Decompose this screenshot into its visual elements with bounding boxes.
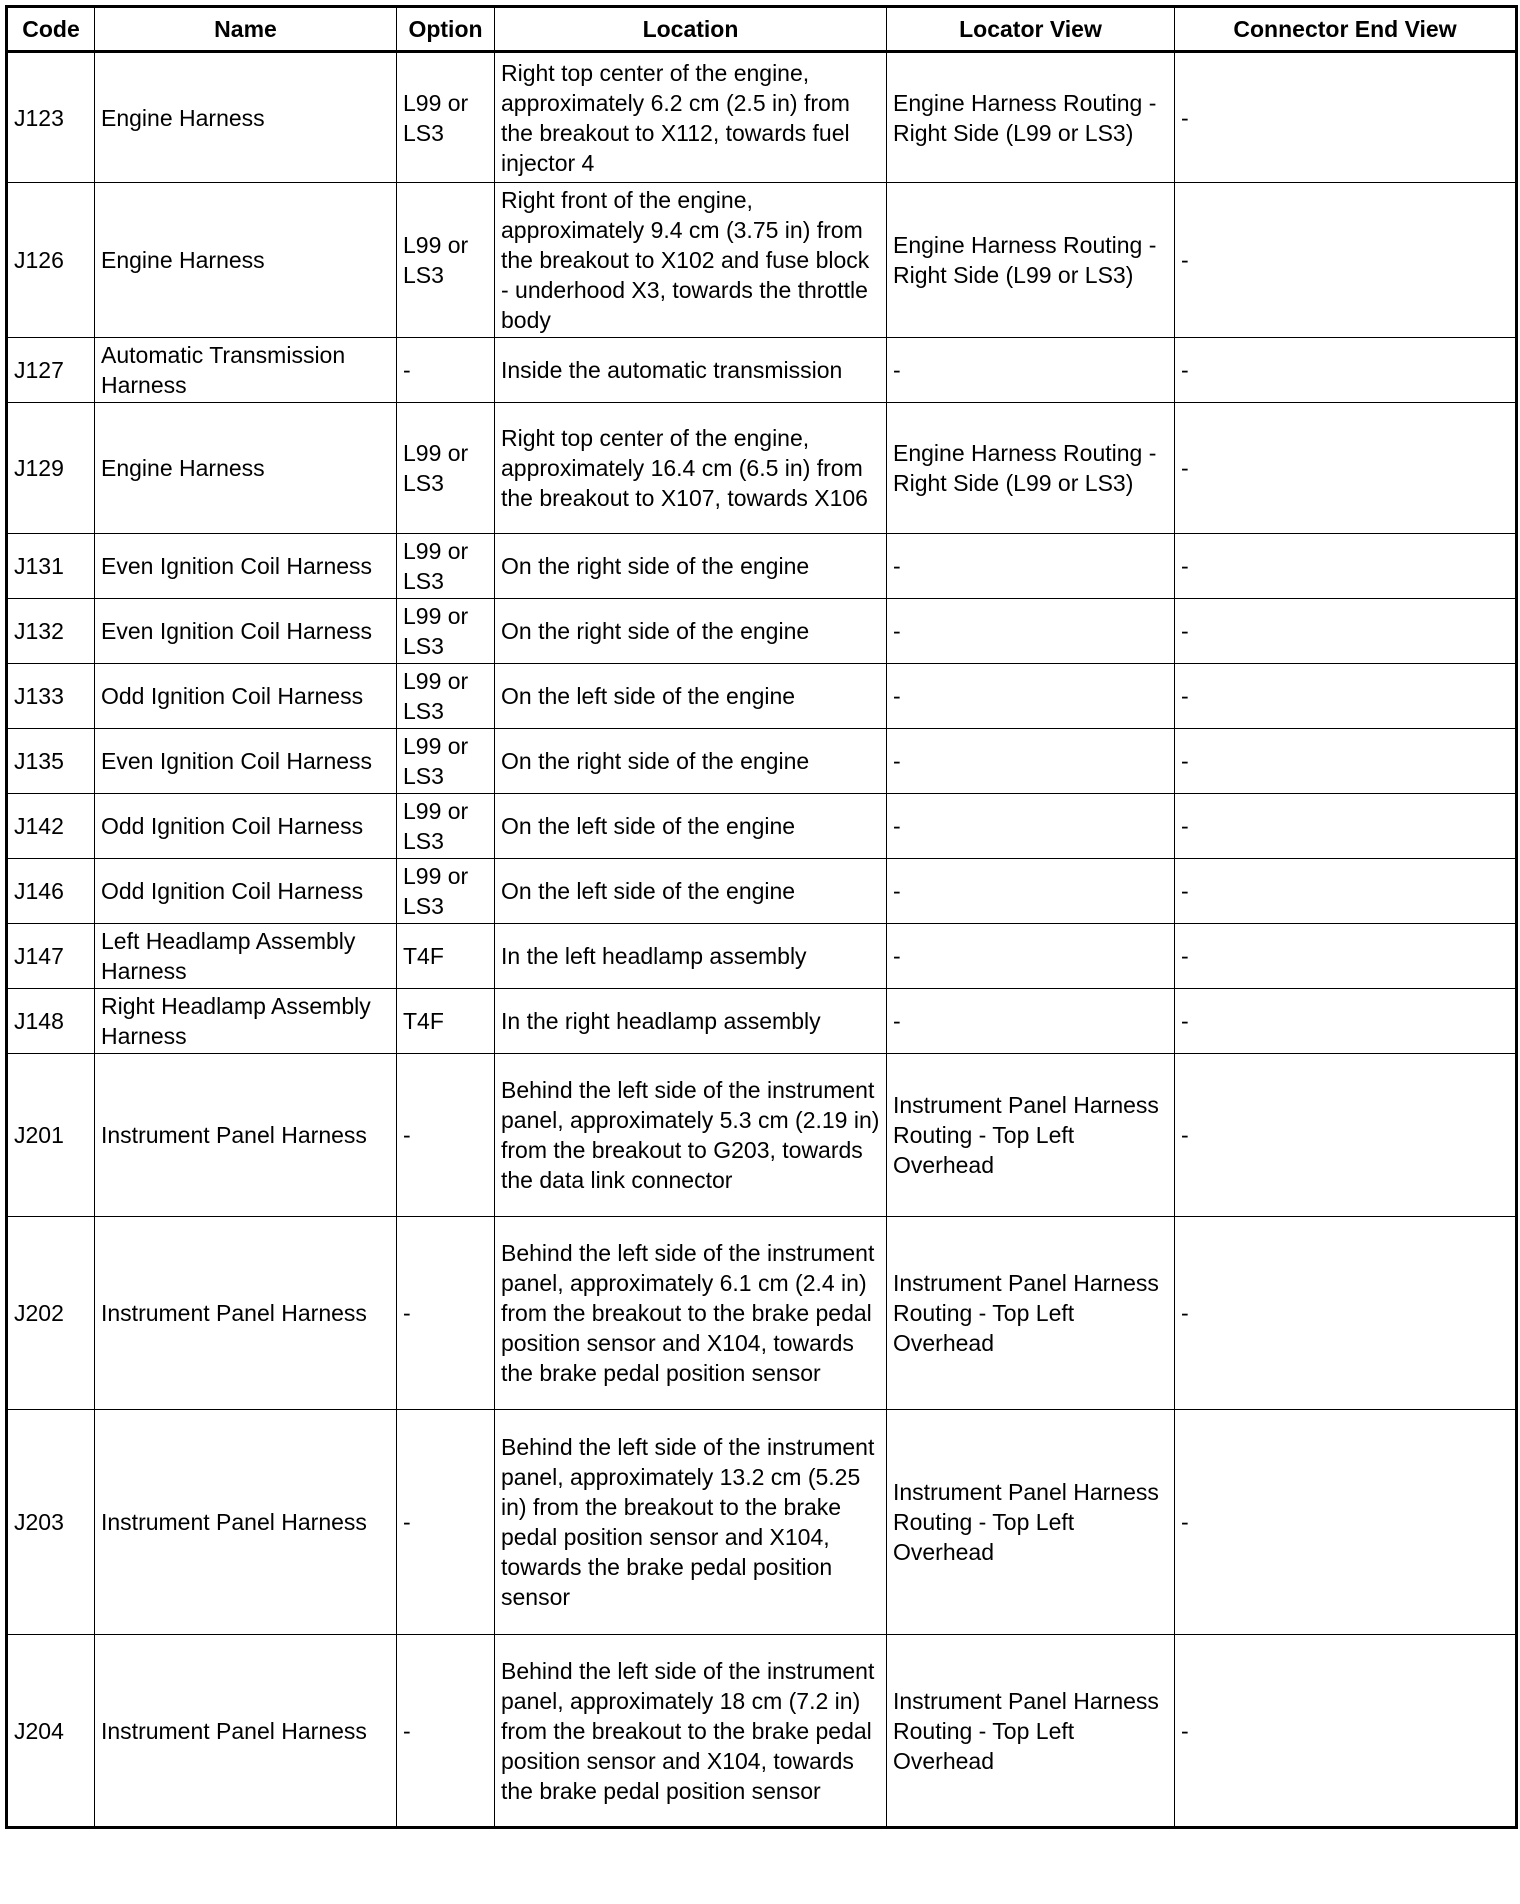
header-code: Code: [7, 7, 95, 52]
cell-name: Odd Ignition Coil Harness: [95, 664, 397, 729]
cell-location: On the right side of the engine: [495, 729, 887, 794]
cell-locator-view: -: [887, 664, 1175, 729]
cell-option: -: [397, 338, 495, 403]
cell-option: L99 or LS3: [397, 729, 495, 794]
header-row: [7, 7, 1517, 52]
cell-locator-view: -: [887, 534, 1175, 599]
cell-connector-end-view: -: [1175, 338, 1517, 403]
cell-code: J203: [7, 1410, 95, 1635]
cell-locator-view: Engine Harness Routing - Right Side (L99 or LS3): [887, 183, 1175, 338]
cell-connector-end-view: -: [1175, 1054, 1517, 1217]
table-row: [7, 599, 1517, 664]
cell-location: On the left side of the engine: [495, 859, 887, 924]
cell-connector-end-view: -: [1175, 794, 1517, 859]
cell-connector-end-view: -: [1175, 1635, 1517, 1828]
cell-code: J123: [7, 52, 95, 183]
cell-option: L99 or LS3: [397, 403, 495, 534]
table-row: [7, 794, 1517, 859]
cell-option: L99 or LS3: [397, 534, 495, 599]
cell-location: Behind the left side of the instrument panel, approximately 13.2 cm (5.25 in) from the breakout to the brake pedal position sensor and X104, towards the brake pedal position sensor: [495, 1410, 887, 1635]
cell-location: On the left side of the engine: [495, 794, 887, 859]
connector-table: [5, 5, 1518, 1829]
cell-name: Even Ignition Coil Harness: [95, 599, 397, 664]
cell-code: J135: [7, 729, 95, 794]
cell-locator-view: -: [887, 599, 1175, 664]
cell-connector-end-view: -: [1175, 403, 1517, 534]
cell-option: -: [397, 1217, 495, 1410]
cell-name: Instrument Panel Harness: [95, 1054, 397, 1217]
table-row: [7, 989, 1517, 1054]
cell-location: Behind the left side of the instrument panel, approximately 18 cm (7.2 in) from the breakout to the brake pedal position sensor and X104, towards the brake pedal position sensor: [495, 1635, 887, 1828]
cell-locator-view: -: [887, 989, 1175, 1054]
cell-location: Right top center of the engine, approximately 6.2 cm (2.5 in) from the breakout to X112, towards fuel injector 4: [495, 52, 887, 183]
cell-option: L99 or LS3: [397, 794, 495, 859]
cell-name: Even Ignition Coil Harness: [95, 534, 397, 599]
cell-locator-view: Instrument Panel Harness Routing - Top Left Overhead: [887, 1217, 1175, 1410]
cell-locator-view: Engine Harness Routing - Right Side (L99 or LS3): [887, 52, 1175, 183]
cell-option: L99 or LS3: [397, 52, 495, 183]
cell-option: -: [397, 1410, 495, 1635]
cell-code: J146: [7, 859, 95, 924]
table-row: [7, 1635, 1517, 1828]
cell-name: Engine Harness: [95, 183, 397, 338]
table-body: [7, 52, 1517, 1828]
cell-option: L99 or LS3: [397, 183, 495, 338]
cell-location: On the right side of the engine: [495, 599, 887, 664]
cell-connector-end-view: -: [1175, 1410, 1517, 1635]
cell-locator-view: Instrument Panel Harness Routing - Top Left Overhead: [887, 1054, 1175, 1217]
cell-code: J148: [7, 989, 95, 1054]
header-locator-view: Locator View: [887, 7, 1175, 52]
table-row: [7, 338, 1517, 403]
cell-code: J201: [7, 1054, 95, 1217]
cell-location: In the right headlamp assembly: [495, 989, 887, 1054]
cell-option: T4F: [397, 989, 495, 1054]
cell-locator-view: Instrument Panel Harness Routing - Top Left Overhead: [887, 1635, 1175, 1828]
cell-location: Right front of the engine, approximately 9.4 cm (3.75 in) from the breakout to X102 and fuse block - underhood X3, towards the throttle body: [495, 183, 887, 338]
cell-code: J131: [7, 534, 95, 599]
cell-code: J133: [7, 664, 95, 729]
cell-connector-end-view: -: [1175, 1217, 1517, 1410]
cell-connector-end-view: -: [1175, 989, 1517, 1054]
cell-locator-view: Instrument Panel Harness Routing - Top Left Overhead: [887, 1410, 1175, 1635]
table-row: [7, 1054, 1517, 1217]
cell-option: L99 or LS3: [397, 664, 495, 729]
cell-locator-view: -: [887, 729, 1175, 794]
table-row: [7, 52, 1517, 183]
table-row: [7, 403, 1517, 534]
cell-connector-end-view: -: [1175, 924, 1517, 989]
cell-location: On the right side of the engine: [495, 534, 887, 599]
cell-name: Odd Ignition Coil Harness: [95, 794, 397, 859]
cell-connector-end-view: -: [1175, 859, 1517, 924]
cell-name: Engine Harness: [95, 52, 397, 183]
cell-location: Behind the left side of the instrument panel, approximately 5.3 cm (2.19 in) from the breakout to G203, towards the data link connector: [495, 1054, 887, 1217]
cell-name: Instrument Panel Harness: [95, 1217, 397, 1410]
table-row: [7, 1410, 1517, 1635]
cell-locator-view: -: [887, 338, 1175, 403]
cell-name: Engine Harness: [95, 403, 397, 534]
cell-locator-view: -: [887, 924, 1175, 989]
cell-code: J126: [7, 183, 95, 338]
cell-location: On the left side of the engine: [495, 664, 887, 729]
cell-option: L99 or LS3: [397, 599, 495, 664]
cell-name: Even Ignition Coil Harness: [95, 729, 397, 794]
cell-code: J202: [7, 1217, 95, 1410]
cell-connector-end-view: -: [1175, 599, 1517, 664]
cell-location: Inside the automatic transmission: [495, 338, 887, 403]
cell-option: -: [397, 1635, 495, 1828]
cell-code: J127: [7, 338, 95, 403]
table-row: [7, 859, 1517, 924]
cell-location: Right top center of the engine, approximately 16.4 cm (6.5 in) from the breakout to X107, towards X106: [495, 403, 887, 534]
header-option: Option: [397, 7, 495, 52]
cell-code: J129: [7, 403, 95, 534]
table-row: [7, 729, 1517, 794]
cell-locator-view: -: [887, 859, 1175, 924]
table-row: [7, 1217, 1517, 1410]
cell-name: Left Headlamp Assembly Harness: [95, 924, 397, 989]
cell-locator-view: Engine Harness Routing - Right Side (L99 or LS3): [887, 403, 1175, 534]
cell-name: Instrument Panel Harness: [95, 1410, 397, 1635]
cell-connector-end-view: -: [1175, 183, 1517, 338]
cell-location: In the left headlamp assembly: [495, 924, 887, 989]
cell-name: Instrument Panel Harness: [95, 1635, 397, 1828]
cell-code: J147: [7, 924, 95, 989]
cell-option: -: [397, 1054, 495, 1217]
header-location: Location: [495, 7, 887, 52]
table-row: [7, 534, 1517, 599]
cell-connector-end-view: -: [1175, 664, 1517, 729]
table-row: [7, 183, 1517, 338]
cell-connector-end-view: -: [1175, 729, 1517, 794]
cell-name: Odd Ignition Coil Harness: [95, 859, 397, 924]
header-name: Name: [95, 7, 397, 52]
cell-option: L99 or LS3: [397, 859, 495, 924]
cell-connector-end-view: -: [1175, 52, 1517, 183]
cell-name: Right Headlamp Assembly Harness: [95, 989, 397, 1054]
cell-location: Behind the left side of the instrument panel, approximately 6.1 cm (2.4 in) from the breakout to the brake pedal position sensor and X104, towards the brake pedal position sensor: [495, 1217, 887, 1410]
cell-code: J142: [7, 794, 95, 859]
cell-locator-view: -: [887, 794, 1175, 859]
table-row: [7, 924, 1517, 989]
cell-connector-end-view: -: [1175, 534, 1517, 599]
cell-code: J204: [7, 1635, 95, 1828]
table-row: [7, 664, 1517, 729]
header-connector-end-view: Connector End View: [1175, 7, 1517, 52]
cell-option: T4F: [397, 924, 495, 989]
cell-name: Automatic Transmission Harness: [95, 338, 397, 403]
cell-code: J132: [7, 599, 95, 664]
